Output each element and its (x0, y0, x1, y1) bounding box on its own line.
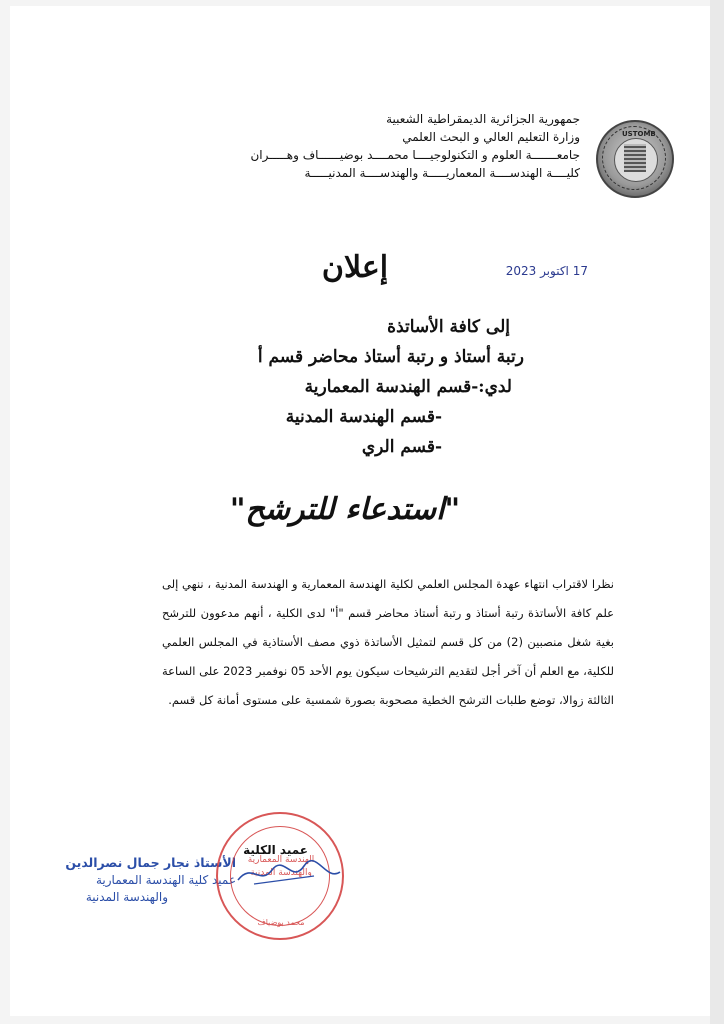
dean-title-2: والهندسة المدنية (85, 890, 168, 904)
recipients-line: لدي:-قسم الهندسة المعمارية (304, 377, 512, 397)
faculty-line: كليــــة الهندســــة المعماريـــــة والهندســــة المدنيـــــة (304, 166, 580, 180)
dean-title: عميد كلية الهندسة المعمارية (95, 873, 236, 887)
announcement-body: نظرا لاقتراب انتهاء عهدة المجلس العلمي لكلية الهندسة المعمارية و الهندسة المدنية ، ننهي إلى علم كافة الأساتذة رتبة أستاذ و رتبة أستاذ محاضر قسم "أ" لدى الكلية ، أنهم مدعوون للترشح بغية شغل منصبين (2) من كل قسم لتمثيل الأساتذة ذوي مصف الأستاذية في المجلس العلمي للكلية، مع العلم أن آخر أجل لتقديم الترشيحات سيكون يوم الأحد 05 نوفمبر 2023 على الساعة الثالثة زوالا، توضع طلبات الترشح الخطية مصحوبة بصورة شمسية على مستوى أمانة كل قسم. (162, 577, 614, 707)
logo-abbreviation: USTOMB (622, 130, 656, 138)
recipients-line: -قسم الهندسة المدنية (285, 407, 442, 427)
recipients-line: رتبة أستاذ و رتبة أستاذ محاضر قسم أ (257, 347, 524, 367)
university-logo (596, 120, 674, 198)
dean-role: عميد الكلية (243, 843, 308, 857)
recipients-line: إلى كافة الأساتذة (387, 317, 510, 337)
document-page (10, 6, 710, 1016)
stamp-inner-text: الهندسة المعمارية والهندسة المدنية (247, 855, 315, 878)
convocation-heading: "استدعاء للترشح" (229, 492, 461, 527)
scan-edge (710, 0, 724, 1024)
university-line: جامعـــــــة العلوم و التكنولوجيــــا محمــــد بوضيــــــاف وهـــــران (250, 148, 580, 162)
announcement-date: 17 اكتوبر 2023 (505, 264, 588, 278)
letterhead (100, 110, 580, 182)
recipients-line: -قسم الري (361, 437, 442, 457)
recipients-block (210, 312, 524, 462)
stamp-bottom-text: محمد بوضياف (257, 918, 305, 927)
dean-name: الأستاذ نجار جمال نصرالدين (65, 855, 236, 870)
announcement-title: إعلان (321, 250, 389, 285)
republic-line: جمهورية الجزائرية الديمقراطية الشعبية (386, 112, 580, 126)
handwritten-signature (234, 858, 344, 888)
ministry-line: وزارة التعليم العالي و البحث العلمي (402, 130, 580, 144)
